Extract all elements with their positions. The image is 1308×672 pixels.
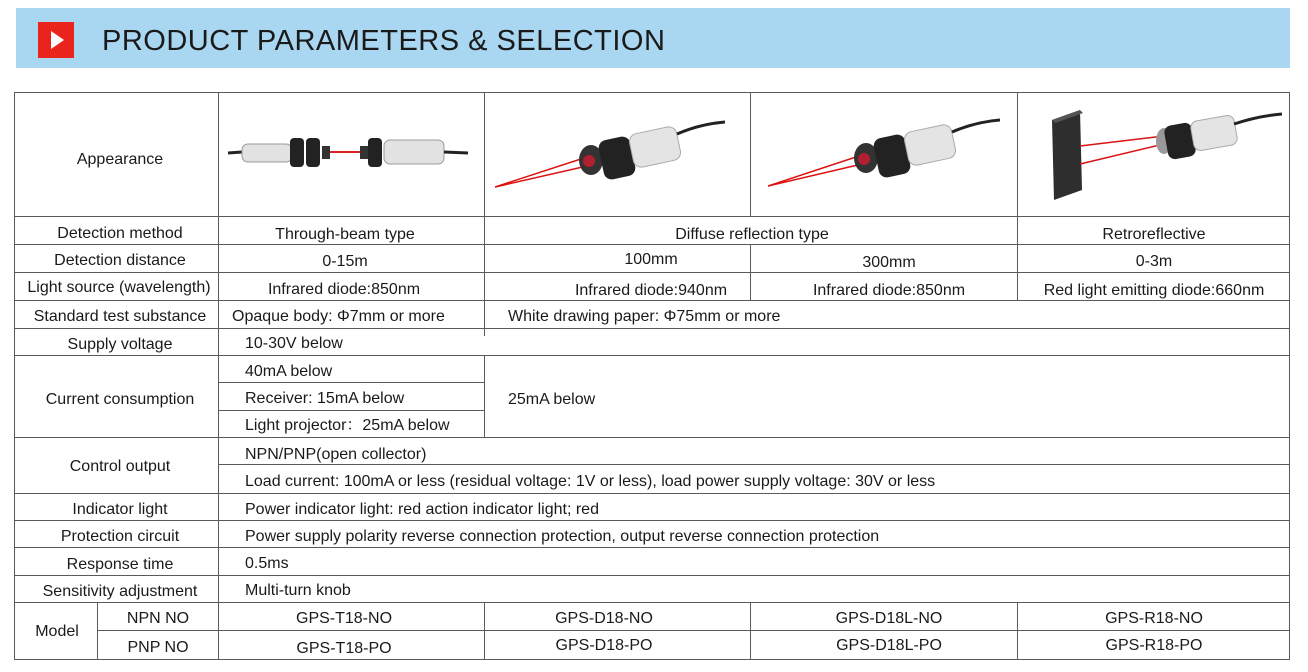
header-banner [16,8,1290,68]
row-divider [218,382,485,383]
row-divider [14,272,1290,273]
model-pnp-diffuse-100: GPS-D18-PO [555,637,653,654]
row-divider [14,355,1290,356]
protection-circuit-label: Protection circuit [60,528,180,545]
table-border-bottom [14,659,1290,660]
test-substance-others: White drawing paper: Φ75mm or more [508,308,781,325]
table-border-top [14,92,1290,93]
column-divider [484,602,485,660]
current-consumption-through-beam-3: Light projector：25mA below [245,417,450,434]
play-icon [38,22,74,58]
row-divider [14,216,1290,217]
appearance-label: Appearance [76,151,164,168]
control-output-line2: Load current: 100mA or less (residual voltage: 1V or less), load power supply voltage: 30V or less [245,473,936,490]
detection-distance-label: Detection distance [54,252,186,269]
table-border-left [14,92,15,660]
control-output-label: Control output [69,458,171,475]
response-time-label: Response time [66,556,174,573]
detection-method-diffuse: Diffuse reflection type [675,226,829,243]
supply-voltage-value: 10-30V below [245,335,343,352]
column-divider [97,602,98,660]
row-divider [97,630,1290,631]
light-source-label: Light source (wavelength) [27,279,211,296]
row-divider [14,520,1290,521]
row-divider [14,547,1290,548]
current-consumption-through-beam-2: Receiver: 15mA below [245,390,405,407]
row-divider [14,244,1290,245]
model-npn-through-beam: GPS-T18-NO [295,610,393,627]
column-divider [484,92,485,336]
row-divider [14,493,1290,494]
light-source-through-beam: Infrared diode:850nm [267,281,421,298]
sensitivity-label: Sensitivity adjustment [42,583,198,600]
supply-voltage-label: Supply voltage [67,336,173,353]
model-npn-label: NPN NO [126,610,190,627]
current-consumption-through-beam-1: 40mA below [245,363,333,380]
detection-distance-retro: 0-3m [1135,253,1173,270]
model-pnp-through-beam: GPS-T18-PO [296,640,392,657]
light-source-diffuse-b: Infrared diode:850nm [812,282,966,299]
column-divider [1017,92,1018,300]
control-output-line1: NPN/PNP(open collector) [245,446,427,463]
column-divider [750,244,751,300]
detection-method-retro: Retroreflective [1102,226,1206,243]
detection-distance-through-beam: 0-15m [322,253,368,270]
sensitivity-value: Multi-turn knob [245,582,351,599]
indicator-light-label: Indicator light [72,501,168,518]
model-pnp-retro: GPS-R18-PO [1105,637,1203,654]
detection-method-label: Detection method [57,225,183,242]
row-divider [14,602,1290,603]
column-divider [750,602,751,660]
row-divider [14,437,1290,438]
detection-method-through-beam: Through-beam type [275,226,415,243]
protection-circuit-value: Power supply polarity reverse connection protection, output reverse connection protection [245,528,880,545]
row-divider [218,410,485,411]
row-divider [218,464,1290,465]
detection-distance-diffuse-b: 300mm [862,254,916,271]
light-source-retro: Red light emitting diode:660nm [1043,282,1265,299]
test-substance-label: Standard test substance [33,308,207,325]
model-label: Model [35,623,79,640]
column-divider [750,92,751,216]
model-npn-diffuse-100: GPS-D18-NO [555,610,653,627]
column-divider [1017,602,1018,660]
page-title: PRODUCT PARAMETERS & SELECTION [102,25,666,57]
light-source-diffuse-a: Infrared diode:940nm [574,282,728,299]
model-npn-retro: GPS-R18-NO [1105,610,1203,627]
model-npn-diffuse-300: GPS-D18L-NO [835,610,943,627]
through-beam-sensor-image [228,126,468,174]
response-time-value: 0.5ms [245,555,289,572]
test-substance-through-beam: Opaque body: Φ7mm or more [232,308,445,325]
row-divider [14,300,1290,301]
model-pnp-label: PNP NO [127,639,189,656]
column-divider [218,92,219,660]
indicator-light-value: Power indicator light: red action indicator light; red [245,501,599,518]
model-pnp-diffuse-300: GPS-D18L-PO [836,637,942,654]
column-divider [484,355,485,438]
row-divider [14,575,1290,576]
retroreflective-sensor-image [1046,102,1282,202]
diffuse-sensor-image-300mm [768,110,1000,190]
row-divider [14,328,1290,329]
diffuse-sensor-image-100mm [495,112,725,192]
detection-distance-diffuse-a: 100mm [624,251,678,268]
table-border-right [1289,92,1290,660]
current-consumption-label: Current consumption [45,391,195,408]
current-consumption-others: 25mA below [508,391,596,408]
